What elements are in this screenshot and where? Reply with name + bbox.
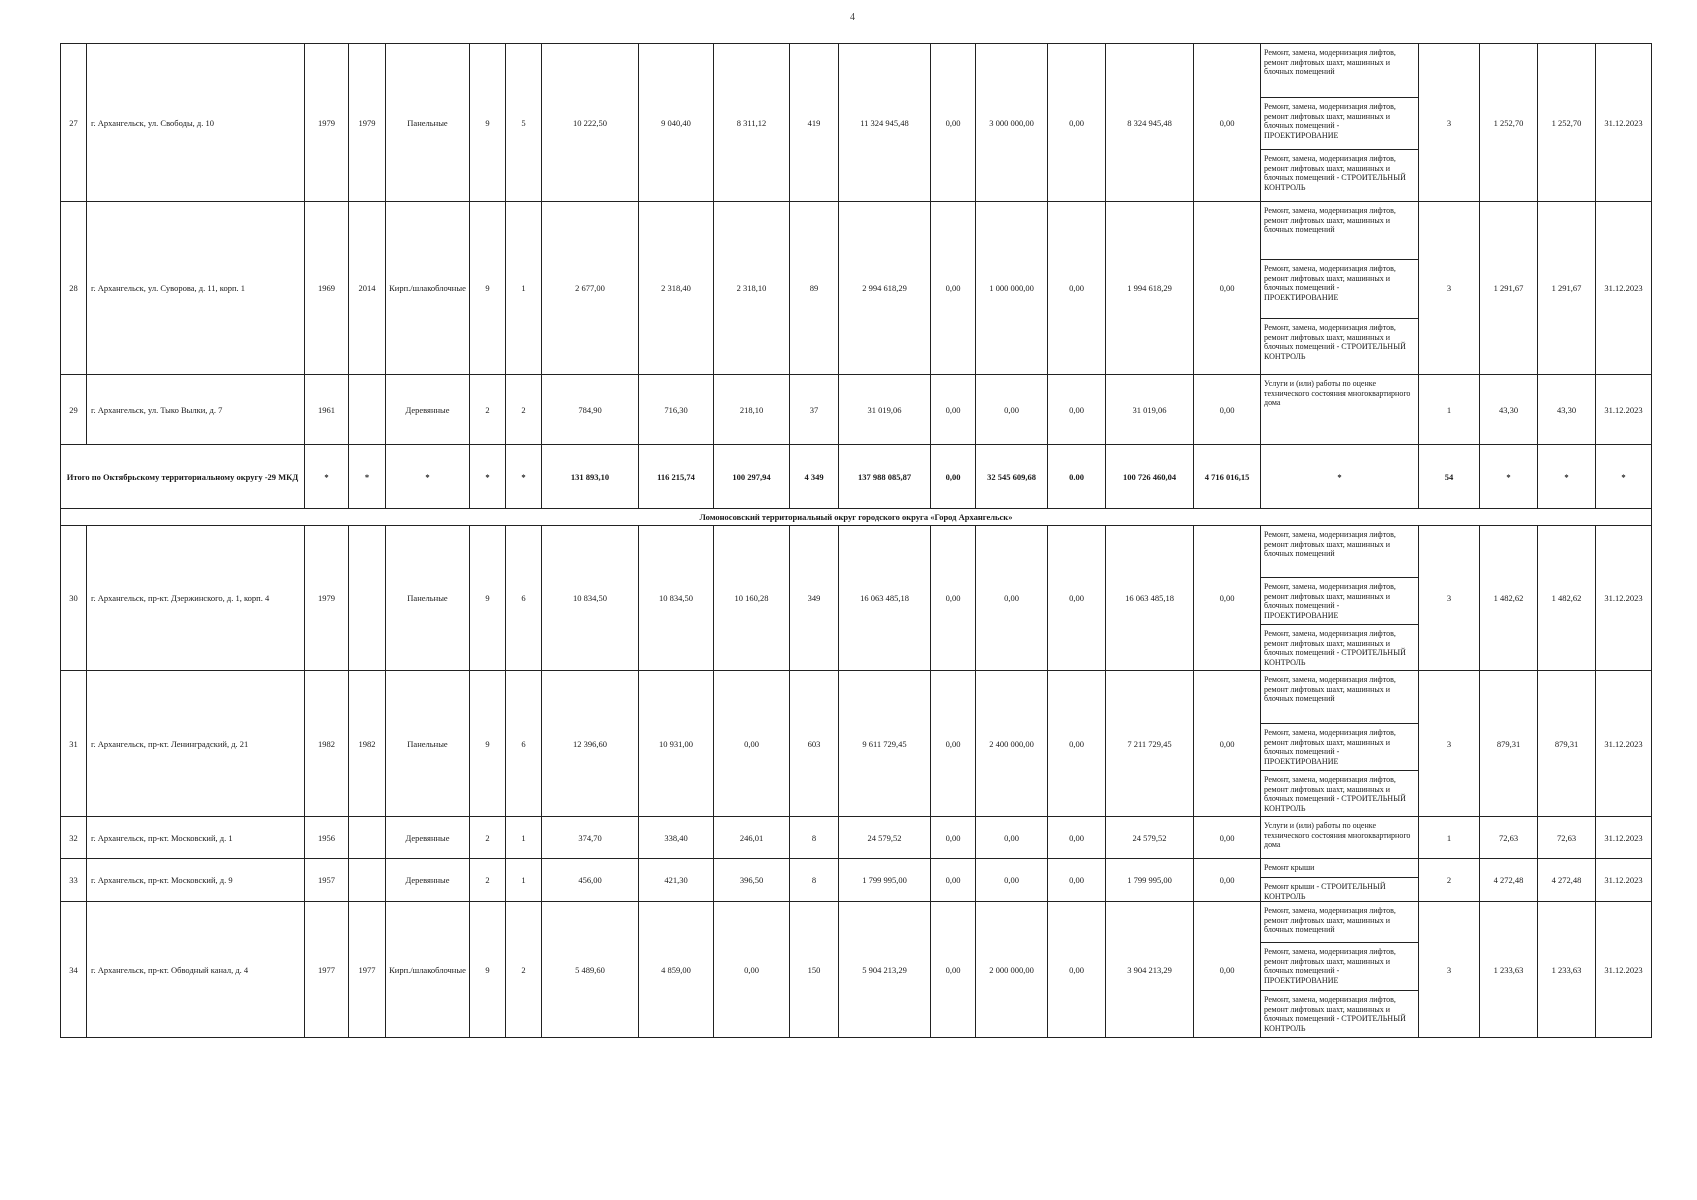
- capital-repair-register-table: [60, 43, 1652, 1038]
- work-type-cell: Услуги и (или) работы по оценке технического состояния многоквартирного дома: [1261, 817, 1419, 859]
- fund-regional-cell: 1 000 000,00: [976, 202, 1048, 375]
- limit-cost-cell: 1 482,62: [1538, 526, 1596, 671]
- year-built-cell: 1982: [305, 671, 349, 817]
- work-type-cell: Ремонт, замена, модернизация лифтов, ремонт лифтовых шахт, машинных и блочных помещений - ПРОЕКТИРОВАНИЕ: [1261, 260, 1419, 319]
- total-area-living: 116 215,74: [639, 445, 714, 509]
- entrances-cell: 2: [506, 375, 542, 445]
- fund-regional-cell: 2 400 000,00: [976, 671, 1048, 817]
- unit-cost-cell: 72,63: [1480, 817, 1538, 859]
- address-cell: г. Архангельск, пр-кт. Московский, д. 1: [87, 817, 305, 859]
- work-count-cell: 1: [1419, 375, 1480, 445]
- fund-other-cell: 0,00: [1194, 671, 1261, 817]
- floors-cell: 2: [470, 859, 506, 902]
- limit-cost-cell: 1 291,67: [1538, 202, 1596, 375]
- unit-cost-cell: 4 272,48: [1480, 859, 1538, 902]
- year-built-cell: 1979: [305, 526, 349, 671]
- floors-cell: 2: [470, 375, 506, 445]
- total-label: Итого по Октябрьскому территориальному округу -29 МКД: [61, 445, 305, 509]
- area-living-cell: 716,30: [639, 375, 714, 445]
- floors-cell: 9: [470, 202, 506, 375]
- page-number-mark: 4: [850, 12, 855, 23]
- fund-local-cell: 0,00: [1048, 859, 1106, 902]
- work-type-cell: Услуги и (или) работы по оценке технического состояния многоквартирного дома: [1261, 375, 1419, 445]
- fund-local-cell: 0,00: [1048, 375, 1106, 445]
- work-type-cell: Ремонт, замена, модернизация лифтов, ремонт лифтовых шахт, машинных и блочных помещений: [1261, 526, 1419, 578]
- entrances-cell: 1: [506, 817, 542, 859]
- cost-cell: 9 611 729,45: [839, 671, 931, 817]
- limit-cost-cell: 879,31: [1538, 671, 1596, 817]
- area-living-cell: 338,40: [639, 817, 714, 859]
- cost-cell: 1 799 995,00: [839, 859, 931, 902]
- fund-federal-cell: 0,00: [931, 859, 976, 902]
- limit-cost-cell: 1 233,63: [1538, 902, 1596, 1038]
- total-row: [61, 445, 1652, 509]
- work-count-cell: 3: [1419, 526, 1480, 671]
- deadline-date-cell: 31.12.2023: [1596, 202, 1652, 375]
- work-count-cell: 3: [1419, 902, 1480, 1038]
- entrances-cell: 1: [506, 202, 542, 375]
- limit-cost-cell: 72,63: [1538, 817, 1596, 859]
- year-built-cell: 1979: [305, 44, 349, 202]
- total-limit-cost: *: [1538, 445, 1596, 509]
- fund-federal-cell: 0,00: [931, 902, 976, 1038]
- address-cell: г. Архангельск, пр-кт. Обводный канал, д. 4: [87, 902, 305, 1038]
- work-type-cell: Ремонт, замена, модернизация лифтов, ремонт лифтовых шахт, машинных и блочных помещений - СТРОИТЕЛЬНЫЙ КОНТРОЛЬ: [1261, 319, 1419, 375]
- building-row: [61, 202, 1652, 260]
- area-residential-cell: 246,01: [714, 817, 790, 859]
- fund-local-cell: 0,00: [1048, 817, 1106, 859]
- row-number: 30: [61, 526, 87, 671]
- total-cost: 137 988 085,87: [839, 445, 931, 509]
- fund-owners-cell: 1 994 618,29: [1106, 202, 1194, 375]
- work-type-cell: Ремонт, замена, модернизация лифтов, ремонт лифтовых шахт, машинных и блочных помещений - ПРОЕКТИРОВАНИЕ: [1261, 98, 1419, 150]
- deadline-date-cell: 31.12.2023: [1596, 526, 1652, 671]
- building-row: [61, 817, 1652, 859]
- fund-owners-cell: 3 904 213,29: [1106, 902, 1194, 1038]
- total-unit-cost: *: [1480, 445, 1538, 509]
- total-fund-reg: 32 545 609,68: [976, 445, 1048, 509]
- work-count-cell: 3: [1419, 44, 1480, 202]
- deadline-date-cell: 31.12.2023: [1596, 375, 1652, 445]
- residents-cell: 8: [790, 859, 839, 902]
- fund-owners-cell: 8 324 945,48: [1106, 44, 1194, 202]
- wall-material-cell: Панельные: [386, 671, 470, 817]
- fund-regional-cell: 0,00: [976, 817, 1048, 859]
- fund-regional-cell: 3 000 000,00: [976, 44, 1048, 202]
- residents-cell: 419: [790, 44, 839, 202]
- area-total-cell: 456,00: [542, 859, 639, 902]
- area-residential-cell: 0,00: [714, 902, 790, 1038]
- section-title: Ломоносовский территориальный округ городского округа «Город Архангельск»: [61, 509, 1652, 526]
- fund-local-cell: 0,00: [1048, 44, 1106, 202]
- work-type-cell: Ремонт, замена, модернизация лифтов, ремонт лифтовых шахт, машинных и блочных помещений - СТРОИТЕЛЬНЫЙ КОНТРОЛЬ: [1261, 771, 1419, 817]
- area-total-cell: 5 489,60: [542, 902, 639, 1038]
- row-number: 29: [61, 375, 87, 445]
- total-cell: *: [506, 445, 542, 509]
- unit-cost-cell: 1 233,63: [1480, 902, 1538, 1038]
- area-residential-cell: 10 160,28: [714, 526, 790, 671]
- unit-cost-cell: 43,30: [1480, 375, 1538, 445]
- limit-cost-cell: 1 252,70: [1538, 44, 1596, 202]
- wall-material-cell: Панельные: [386, 44, 470, 202]
- fund-regional-cell: 2 000 000,00: [976, 902, 1048, 1038]
- fund-owners-cell: 24 579,52: [1106, 817, 1194, 859]
- entrances-cell: 6: [506, 671, 542, 817]
- work-type-cell: Ремонт, замена, модернизация лифтов, ремонт лифтовых шахт, машинных и блочных помещений: [1261, 44, 1419, 98]
- unit-cost-cell: 879,31: [1480, 671, 1538, 817]
- area-living-cell: 4 859,00: [639, 902, 714, 1038]
- year-renovation-cell: [349, 817, 386, 859]
- octyabrsky-rows: [61, 44, 1652, 445]
- cost-cell: 5 904 213,29: [839, 902, 931, 1038]
- year-renovation-cell: 1977: [349, 902, 386, 1038]
- year-built-cell: 1956: [305, 817, 349, 859]
- total-area-res: 100 297,94: [714, 445, 790, 509]
- address-cell: г. Архангельск, ул. Суворова, д. 11, корп. 1: [87, 202, 305, 375]
- year-renovation-cell: 1979: [349, 44, 386, 202]
- work-count-cell: 2: [1419, 859, 1480, 902]
- unit-cost-cell: 1 482,62: [1480, 526, 1538, 671]
- fund-owners-cell: 16 063 485,18: [1106, 526, 1194, 671]
- building-row: [61, 859, 1652, 878]
- wall-material-cell: Деревянные: [386, 817, 470, 859]
- area-total-cell: 10 834,50: [542, 526, 639, 671]
- fund-federal-cell: 0,00: [931, 817, 976, 859]
- work-type-cell: Ремонт, замена, модернизация лифтов, ремонт лифтовых шахт, машинных и блочных помещений - ПРОЕКТИРОВАНИЕ: [1261, 578, 1419, 625]
- area-residential-cell: 218,10: [714, 375, 790, 445]
- fund-owners-cell: 31 019,06: [1106, 375, 1194, 445]
- year-built-cell: 1961: [305, 375, 349, 445]
- work-type-cell: Ремонт крыши - СТРОИТЕЛЬНЫЙ КОНТРОЛЬ: [1261, 878, 1419, 902]
- residents-cell: 8: [790, 817, 839, 859]
- octyabrsky-total: [61, 445, 1652, 526]
- area-total-cell: 374,70: [542, 817, 639, 859]
- cost-cell: 11 324 945,48: [839, 44, 931, 202]
- residents-cell: 37: [790, 375, 839, 445]
- fund-regional-cell: 0,00: [976, 859, 1048, 902]
- total-cell: *: [386, 445, 470, 509]
- limit-cost-cell: 43,30: [1538, 375, 1596, 445]
- work-type-cell: Ремонт, замена, модернизация лифтов, ремонт лифтовых шахт, машинных и блочных помещений - ПРОЕКТИРОВАНИЕ: [1261, 724, 1419, 771]
- fund-federal-cell: 0,00: [931, 44, 976, 202]
- deadline-date-cell: 31.12.2023: [1596, 817, 1652, 859]
- total-cell: *: [470, 445, 506, 509]
- fund-other-cell: 0,00: [1194, 202, 1261, 375]
- fund-owners-cell: 7 211 729,45: [1106, 671, 1194, 817]
- address-cell: г. Архангельск, пр-кт. Ленинградский, д. 21: [87, 671, 305, 817]
- year-built-cell: 1969: [305, 202, 349, 375]
- unit-cost-cell: 1 252,70: [1480, 44, 1538, 202]
- building-row: [61, 44, 1652, 98]
- year-renovation-cell: [349, 526, 386, 671]
- area-total-cell: 12 396,60: [542, 671, 639, 817]
- fund-local-cell: 0,00: [1048, 526, 1106, 671]
- address-cell: г. Архангельск, пр-кт. Московский, д. 9: [87, 859, 305, 902]
- entrances-cell: 5: [506, 44, 542, 202]
- residents-cell: 349: [790, 526, 839, 671]
- wall-material-cell: Панельные: [386, 526, 470, 671]
- wall-material-cell: Деревянные: [386, 375, 470, 445]
- floors-cell: 9: [470, 526, 506, 671]
- floors-cell: 9: [470, 44, 506, 202]
- deadline-date-cell: 31.12.2023: [1596, 671, 1652, 817]
- total-fund-other: 4 716 016,15: [1194, 445, 1261, 509]
- year-renovation-cell: 2014: [349, 202, 386, 375]
- building-row: [61, 375, 1652, 445]
- work-count-cell: 1: [1419, 817, 1480, 859]
- area-living-cell: 10 931,00: [639, 671, 714, 817]
- cost-cell: 31 019,06: [839, 375, 931, 445]
- work-count-cell: 3: [1419, 202, 1480, 375]
- residents-cell: 150: [790, 902, 839, 1038]
- work-type-cell: Ремонт, замена, модернизация лифтов, ремонт лифтовых шахт, машинных и блочных помещений - СТРОИТЕЛЬНЫЙ КОНТРОЛЬ: [1261, 625, 1419, 671]
- residents-cell: 89: [790, 202, 839, 375]
- area-total-cell: 2 677,00: [542, 202, 639, 375]
- row-number: 32: [61, 817, 87, 859]
- floors-cell: 2: [470, 817, 506, 859]
- fund-other-cell: 0,00: [1194, 44, 1261, 202]
- fund-owners-cell: 1 799 995,00: [1106, 859, 1194, 902]
- area-residential-cell: 396,50: [714, 859, 790, 902]
- row-number: 28: [61, 202, 87, 375]
- wall-material-cell: Деревянные: [386, 859, 470, 902]
- row-number: 33: [61, 859, 87, 902]
- total-cell: *: [305, 445, 349, 509]
- area-living-cell: 421,30: [639, 859, 714, 902]
- building-row: [61, 671, 1652, 724]
- total-work: *: [1261, 445, 1419, 509]
- year-renovation-cell: [349, 375, 386, 445]
- entrances-cell: 2: [506, 902, 542, 1038]
- fund-federal-cell: 0,00: [931, 202, 976, 375]
- year-renovation-cell: [349, 859, 386, 902]
- total-fund-fed: 0,00: [931, 445, 976, 509]
- fund-other-cell: 0,00: [1194, 375, 1261, 445]
- row-number: 31: [61, 671, 87, 817]
- entrances-cell: 1: [506, 859, 542, 902]
- fund-other-cell: 0,00: [1194, 859, 1261, 902]
- work-type-cell: Ремонт, замена, модернизация лифтов, ремонт лифтовых шахт, машинных и блочных помещений - ПРОЕКТИРОВАНИЕ: [1261, 943, 1419, 991]
- row-number: 34: [61, 902, 87, 1038]
- fund-other-cell: 0,00: [1194, 902, 1261, 1038]
- work-count-cell: 3: [1419, 671, 1480, 817]
- area-total-cell: 784,90: [542, 375, 639, 445]
- fund-other-cell: 0,00: [1194, 526, 1261, 671]
- floors-cell: 9: [470, 902, 506, 1038]
- fund-local-cell: 0,00: [1048, 202, 1106, 375]
- work-type-cell: Ремонт, замена, модернизация лифтов, ремонт лифтовых шахт, машинных и блочных помещений - СТРОИТЕЛЬНЫЙ КОНТРОЛЬ: [1261, 150, 1419, 202]
- cost-cell: 24 579,52: [839, 817, 931, 859]
- year-built-cell: 1977: [305, 902, 349, 1038]
- work-type-cell: Ремонт, замена, модернизация лифтов, ремонт лифтовых шахт, машинных и блочных помещений: [1261, 902, 1419, 943]
- area-residential-cell: 8 311,12: [714, 44, 790, 202]
- total-fund-loc: 0.00: [1048, 445, 1106, 509]
- year-built-cell: 1957: [305, 859, 349, 902]
- lomonosovsky-rows: [61, 526, 1652, 1038]
- unit-cost-cell: 1 291,67: [1480, 202, 1538, 375]
- total-count: 54: [1419, 445, 1480, 509]
- fund-federal-cell: 0,00: [931, 671, 976, 817]
- total-fund-own: 100 726 460,04: [1106, 445, 1194, 509]
- area-living-cell: 9 040,40: [639, 44, 714, 202]
- fund-local-cell: 0,00: [1048, 671, 1106, 817]
- work-type-cell: Ремонт, замена, модернизация лифтов, ремонт лифтовых шахт, машинных и блочных помещений: [1261, 671, 1419, 724]
- fund-regional-cell: 0,00: [976, 526, 1048, 671]
- fund-local-cell: 0,00: [1048, 902, 1106, 1038]
- building-row: [61, 526, 1652, 578]
- limit-cost-cell: 4 272,48: [1538, 859, 1596, 902]
- fund-federal-cell: 0,00: [931, 526, 976, 671]
- building-row: [61, 902, 1652, 943]
- cost-cell: 2 994 618,29: [839, 202, 931, 375]
- area-residential-cell: 2 318,10: [714, 202, 790, 375]
- floors-cell: 9: [470, 671, 506, 817]
- deadline-date-cell: 31.12.2023: [1596, 902, 1652, 1038]
- total-area-total: 131 893,10: [542, 445, 639, 509]
- total-cell: *: [349, 445, 386, 509]
- address-cell: г. Архангельск, пр-кт. Дзержинского, д. 1, корп. 4: [87, 526, 305, 671]
- address-cell: г. Архангельск, ул. Тыко Вылки, д. 7: [87, 375, 305, 445]
- area-total-cell: 10 222,50: [542, 44, 639, 202]
- area-residential-cell: 0,00: [714, 671, 790, 817]
- area-living-cell: 10 834,50: [639, 526, 714, 671]
- work-type-cell: Ремонт крыши: [1261, 859, 1419, 878]
- wall-material-cell: Кирп./шлакоблочные: [386, 202, 470, 375]
- entrances-cell: 6: [506, 526, 542, 671]
- address-cell: г. Архангельск, ул. Свободы, д. 10: [87, 44, 305, 202]
- wall-material-cell: Кирп./шлакоблочные: [386, 902, 470, 1038]
- work-type-cell: Ремонт, замена, модернизация лифтов, ремонт лифтовых шахт, машинных и блочных помещений - СТРОИТЕЛЬНЫЙ КОНТРОЛЬ: [1261, 991, 1419, 1038]
- work-type-cell: Ремонт, замена, модернизация лифтов, ремонт лифтовых шахт, машинных и блочных помещений: [1261, 202, 1419, 260]
- deadline-date-cell: 31.12.2023: [1596, 859, 1652, 902]
- fund-regional-cell: 0,00: [976, 375, 1048, 445]
- year-renovation-cell: 1982: [349, 671, 386, 817]
- row-number: 27: [61, 44, 87, 202]
- area-living-cell: 2 318,40: [639, 202, 714, 375]
- fund-federal-cell: 0,00: [931, 375, 976, 445]
- total-date: *: [1596, 445, 1652, 509]
- cost-cell: 16 063 485,18: [839, 526, 931, 671]
- residents-cell: 603: [790, 671, 839, 817]
- section-header-row: [61, 509, 1652, 526]
- fund-other-cell: 0,00: [1194, 817, 1261, 859]
- total-residents: 4 349: [790, 445, 839, 509]
- deadline-date-cell: 31.12.2023: [1596, 44, 1652, 202]
